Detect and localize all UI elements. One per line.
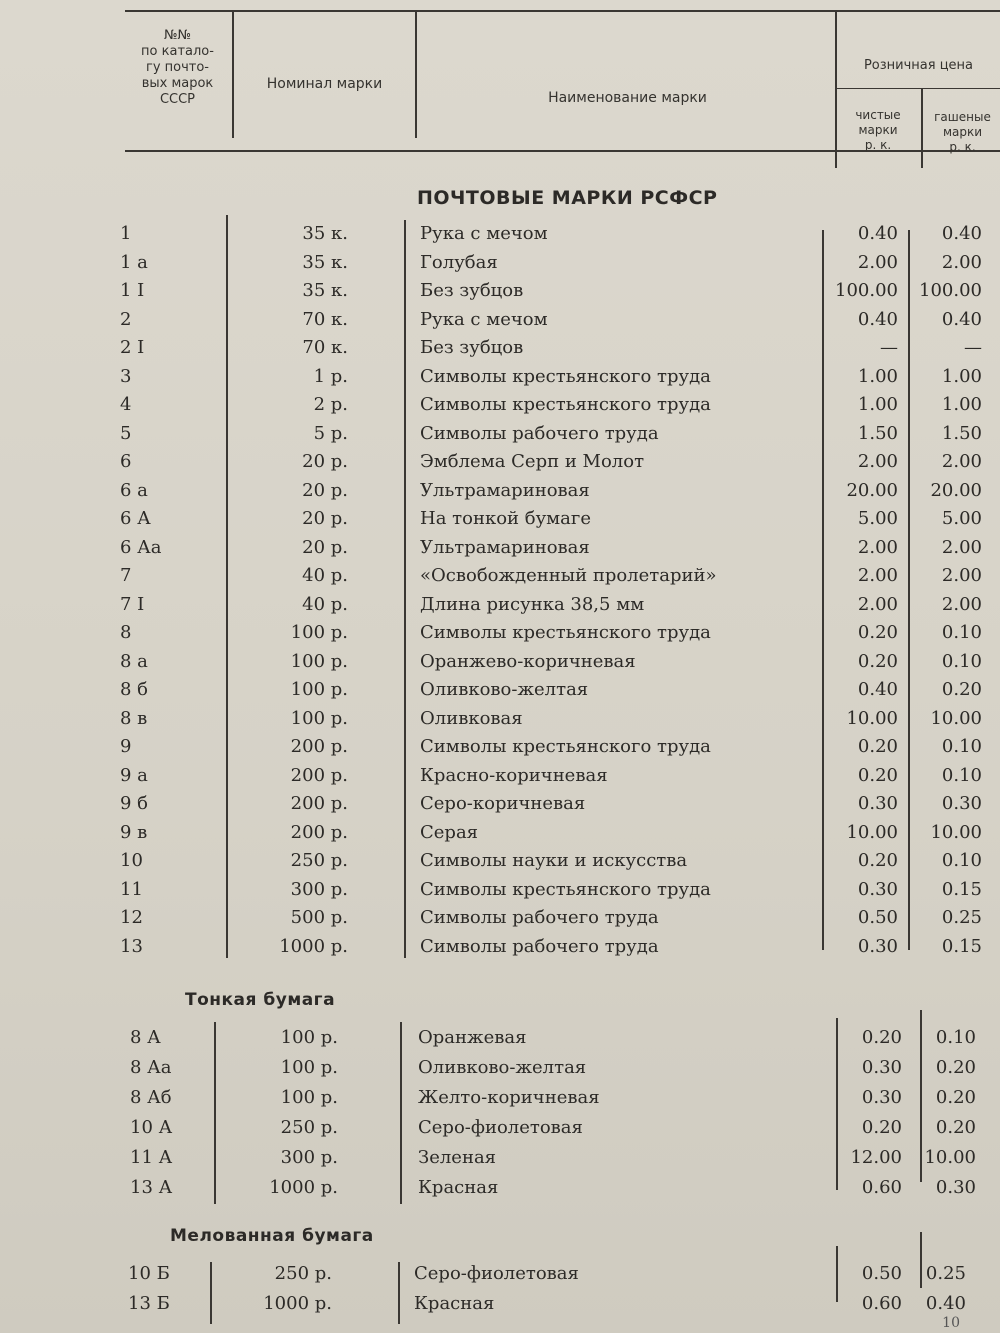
used-price-cell: 0.10 bbox=[941, 650, 982, 672]
table-row bbox=[0, 1024, 1000, 1052]
used-price-cell: 2.00 bbox=[941, 565, 982, 586]
used-price-cell: 10.00 bbox=[930, 707, 982, 729]
column-divider bbox=[836, 1246, 838, 1302]
clean-price-cell: 0.40 bbox=[857, 308, 898, 330]
nominal-cell: 70 к. bbox=[302, 308, 348, 330]
header-catalog-number: №№ по катало- гу почто- вых марок СССР bbox=[141, 28, 214, 107]
catalog-number-cell: 10 Б bbox=[128, 1263, 170, 1284]
nominal-cell: 1000 р. bbox=[263, 1293, 332, 1314]
stamp-name-cell: Серая bbox=[420, 821, 479, 843]
clean-price-cell: 20.00 bbox=[846, 479, 898, 501]
table-row bbox=[0, 733, 1000, 761]
column-divider bbox=[398, 1262, 400, 1324]
table-row bbox=[0, 477, 1000, 505]
catalog-number-cell: 12 bbox=[120, 907, 143, 928]
stamp-name-cell: Длина рисунка 38,5 мм bbox=[420, 593, 645, 615]
used-price-cell: — bbox=[964, 337, 982, 358]
clean-price-cell: 0.50 bbox=[861, 1263, 902, 1284]
stamp-name-cell: Оранжевая bbox=[418, 1027, 527, 1048]
used-price-cell: 0.10 bbox=[941, 622, 982, 643]
section-title: ПОЧТОВЫЕ МАРКИ РСФСР bbox=[417, 187, 718, 209]
used-price-cell: 0.15 bbox=[941, 878, 982, 900]
nominal-cell: 1000 р. bbox=[269, 1177, 338, 1198]
stamp-name-cell: Оранжево-коричневая bbox=[420, 650, 636, 672]
table-row bbox=[0, 591, 1000, 619]
header-used-stamps: гашеные марки р. к. bbox=[934, 110, 991, 154]
clean-price-cell: 2.00 bbox=[857, 593, 898, 615]
used-price-cell: 0.20 bbox=[935, 1057, 976, 1078]
nominal-cell: 200 р. bbox=[290, 821, 348, 843]
table-row bbox=[0, 1174, 1000, 1202]
nominal-cell: 70 к. bbox=[302, 337, 348, 358]
catalog-number-cell: 8 в bbox=[120, 707, 148, 729]
header-divider bbox=[921, 88, 923, 168]
used-price-cell: 0.20 bbox=[941, 679, 982, 700]
header-name: Наименование марки bbox=[548, 90, 707, 106]
nominal-cell: 100 р. bbox=[290, 622, 348, 643]
catalog-number-cell: 8 bbox=[120, 622, 132, 643]
used-price-cell: 1.00 bbox=[941, 365, 982, 387]
header-nominal: Номинал марки bbox=[266, 76, 383, 92]
nominal-cell: 300 р. bbox=[280, 1147, 338, 1168]
nominal-cell: 5 р. bbox=[313, 422, 348, 444]
catalog-number-cell: 1 bbox=[120, 223, 132, 244]
table-row bbox=[0, 904, 1000, 932]
catalog-number-cell: 5 bbox=[120, 422, 132, 444]
used-price-cell: 0.20 bbox=[935, 1117, 976, 1138]
table-row bbox=[0, 534, 1000, 562]
catalog-number-cell: 13 А bbox=[130, 1177, 173, 1198]
table-row bbox=[0, 790, 1000, 818]
column-divider bbox=[822, 230, 824, 950]
clean-price-cell: 2.00 bbox=[857, 536, 898, 558]
clean-price-cell: 2.00 bbox=[857, 451, 898, 472]
catalog-number-cell: 2 I bbox=[120, 337, 145, 358]
nominal-cell: 200 р. bbox=[290, 793, 348, 814]
nominal-cell: 100 р. bbox=[280, 1057, 338, 1078]
stamp-name-cell: Красная bbox=[418, 1177, 499, 1198]
catalog-number-cell: 6 bbox=[120, 451, 132, 472]
column-divider bbox=[920, 1232, 922, 1288]
nominal-cell: 1000 р. bbox=[279, 935, 348, 957]
nominal-cell: 35 к. bbox=[302, 251, 348, 273]
stamp-name-cell: Серо-фиолетовая bbox=[418, 1117, 583, 1138]
clean-price-cell: 10.00 bbox=[846, 707, 898, 729]
used-price-cell: 2.00 bbox=[941, 593, 982, 615]
table-row bbox=[0, 391, 1000, 419]
clean-price-cell: 0.40 bbox=[857, 223, 898, 244]
clean-price-cell: 0.20 bbox=[861, 1027, 902, 1048]
used-price-cell: 0.25 bbox=[941, 907, 982, 928]
clean-price-cell: 1.50 bbox=[857, 422, 898, 444]
stamp-name-cell: Серо-фиолетовая bbox=[414, 1263, 579, 1284]
column-divider bbox=[908, 230, 910, 950]
used-price-cell: 10.00 bbox=[930, 821, 982, 843]
table-row bbox=[0, 1290, 1000, 1318]
table-row bbox=[0, 1054, 1000, 1082]
stamp-name-cell: Без зубцов bbox=[420, 280, 524, 301]
stamp-name-cell: Символы рабочего труда bbox=[420, 422, 659, 444]
table-row bbox=[0, 1114, 1000, 1142]
stamp-name-cell: Символы крестьянского труда bbox=[420, 878, 711, 900]
stamp-name-cell: Желто-коричневая bbox=[418, 1087, 600, 1108]
used-price-cell: 0.15 bbox=[941, 935, 982, 957]
stamp-name-cell: Оливковая bbox=[420, 707, 523, 729]
nominal-cell: 200 р. bbox=[290, 764, 348, 786]
catalog-number-cell: 4 bbox=[120, 394, 132, 415]
clean-price-cell: 0.30 bbox=[857, 878, 898, 900]
used-price-cell: 0.10 bbox=[935, 1027, 976, 1048]
clean-price-cell: 0.20 bbox=[857, 850, 898, 871]
coated-paper-title: Мелованная бумага bbox=[170, 1226, 374, 1246]
nominal-cell: 100 р. bbox=[290, 707, 348, 729]
stamp-name-cell: Красная bbox=[414, 1293, 495, 1314]
stamp-name-cell: Символы крестьянского труда bbox=[420, 622, 711, 643]
stamp-name-cell: Голубая bbox=[420, 251, 498, 273]
table-row bbox=[0, 705, 1000, 733]
used-price-cell: 1.00 bbox=[941, 394, 982, 415]
table-row bbox=[0, 1084, 1000, 1112]
stamp-name-cell: Символы крестьянского труда bbox=[420, 365, 711, 387]
used-price-cell: 0.40 bbox=[925, 1293, 966, 1314]
table-row bbox=[0, 306, 1000, 334]
used-price-cell: 20.00 bbox=[930, 479, 982, 501]
catalog-number-cell: 6 а bbox=[120, 479, 148, 501]
table-row bbox=[0, 420, 1000, 448]
nominal-cell: 100 р. bbox=[280, 1027, 338, 1048]
stamp-name-cell: Символы крестьянского труда bbox=[420, 736, 711, 757]
catalog-number-cell: 1 I bbox=[120, 280, 145, 301]
stamp-name-cell: Зеленая bbox=[418, 1147, 497, 1168]
used-price-cell: 0.10 bbox=[941, 736, 982, 757]
clean-price-cell: 0.30 bbox=[861, 1057, 902, 1078]
table-row bbox=[0, 648, 1000, 676]
catalog-number-cell: 2 bbox=[120, 308, 132, 330]
clean-price-cell: 0.20 bbox=[857, 764, 898, 786]
clean-price-cell: 0.20 bbox=[861, 1117, 902, 1138]
header-divider bbox=[232, 10, 234, 138]
nominal-cell: 200 р. bbox=[290, 736, 348, 757]
stamp-name-cell: Символы рабочего труда bbox=[420, 935, 659, 957]
clean-price-cell: 100.00 bbox=[835, 280, 898, 301]
stamp-name-cell: «Освобожденный пролетарий» bbox=[420, 565, 717, 586]
used-price-cell: 0.10 bbox=[941, 764, 982, 786]
catalog-number-cell: 6 Аа bbox=[120, 536, 162, 558]
catalog-number-cell: 9 а bbox=[120, 764, 148, 786]
table-row bbox=[0, 676, 1000, 704]
column-divider bbox=[210, 1262, 212, 1324]
table-row bbox=[0, 277, 1000, 305]
catalog-number-cell: 1 а bbox=[120, 251, 148, 273]
used-price-cell: 2.00 bbox=[941, 251, 982, 273]
clean-price-cell: 0.30 bbox=[857, 935, 898, 957]
catalog-number-cell: 8 Аа bbox=[130, 1057, 172, 1078]
clean-price-cell: 0.40 bbox=[857, 679, 898, 700]
nominal-cell: 250 р. bbox=[280, 1117, 338, 1138]
stamp-name-cell: Эмблема Серп и Молот bbox=[420, 451, 645, 472]
clean-price-cell: 5.00 bbox=[857, 508, 898, 529]
table-row bbox=[0, 448, 1000, 476]
catalog-number-cell: 7 I bbox=[120, 593, 145, 615]
thin-paper-title: Тонкая бумага bbox=[185, 990, 336, 1010]
nominal-cell: 100 р. bbox=[290, 650, 348, 672]
nominal-cell: 20 р. bbox=[302, 536, 348, 558]
catalog-number-cell: 10 А bbox=[130, 1117, 173, 1138]
nominal-cell: 20 р. bbox=[302, 451, 348, 472]
used-price-cell: 2.00 bbox=[941, 536, 982, 558]
used-price-cell: 100.00 bbox=[919, 280, 982, 301]
table-row bbox=[0, 933, 1000, 961]
used-price-cell: 1.50 bbox=[941, 422, 982, 444]
catalog-number-cell: 13 bbox=[120, 935, 143, 957]
column-divider bbox=[226, 215, 228, 958]
nominal-cell: 250 р. bbox=[290, 850, 348, 871]
table-row bbox=[0, 1260, 1000, 1288]
stamp-name-cell: Символы рабочего труда bbox=[420, 907, 659, 928]
table-row bbox=[0, 334, 1000, 362]
nominal-cell: 35 к. bbox=[302, 223, 348, 244]
clean-price-cell: 0.60 bbox=[861, 1293, 902, 1314]
header-retail-price: Розничная цена bbox=[863, 58, 974, 73]
catalog-number-cell: 8 а bbox=[120, 650, 148, 672]
catalog-number-cell: 13 Б bbox=[128, 1293, 170, 1314]
catalog-number-cell: 8 А bbox=[130, 1027, 161, 1048]
clean-price-cell: 1.00 bbox=[857, 365, 898, 387]
used-price-cell: 0.20 bbox=[935, 1087, 976, 1108]
used-price-cell: 0.30 bbox=[941, 793, 982, 814]
clean-price-cell: 0.50 bbox=[857, 907, 898, 928]
stamp-name-cell: Оливково-желтая bbox=[418, 1057, 587, 1078]
used-price-cell: 5.00 bbox=[941, 508, 982, 529]
nominal-cell: 20 р. bbox=[302, 508, 348, 529]
table-row bbox=[0, 505, 1000, 533]
used-price-cell: 0.30 bbox=[935, 1177, 976, 1198]
catalog-number-cell: 3 bbox=[120, 365, 132, 387]
clean-price-cell: — bbox=[880, 337, 898, 358]
column-divider bbox=[920, 1010, 922, 1182]
column-divider bbox=[404, 220, 406, 958]
header-clean-stamps: чистые марки р. к. bbox=[855, 108, 901, 152]
stamp-name-cell: Символы крестьянского труда bbox=[420, 394, 711, 415]
clean-price-cell: 1.00 bbox=[857, 394, 898, 415]
clean-price-cell: 0.30 bbox=[857, 793, 898, 814]
clean-price-cell: 12.00 bbox=[850, 1147, 902, 1168]
used-price-cell: 0.25 bbox=[925, 1263, 966, 1284]
clean-price-cell: 0.20 bbox=[857, 622, 898, 643]
column-divider bbox=[400, 1022, 402, 1204]
catalog-number-cell: 11 bbox=[120, 878, 143, 900]
nominal-cell: 100 р. bbox=[280, 1087, 338, 1108]
catalog-number-cell: 8 б bbox=[120, 679, 149, 700]
table-row bbox=[0, 220, 1000, 248]
table-row bbox=[0, 1144, 1000, 1172]
clean-price-cell: 0.30 bbox=[861, 1087, 902, 1108]
table-row bbox=[0, 363, 1000, 391]
nominal-cell: 1 р. bbox=[313, 365, 348, 387]
header-divider bbox=[415, 10, 417, 138]
used-price-cell: 0.40 bbox=[941, 223, 982, 244]
catalog-number-cell: 6 А bbox=[120, 508, 151, 529]
stamp-name-cell: Ультрамариновая bbox=[420, 536, 590, 558]
used-price-cell: 10.00 bbox=[924, 1147, 976, 1168]
stamp-name-cell: На тонкой бумаге bbox=[420, 508, 591, 529]
nominal-cell: 40 р. bbox=[302, 565, 348, 586]
nominal-cell: 100 р. bbox=[290, 679, 348, 700]
used-price-cell: 0.40 bbox=[941, 308, 982, 330]
stamp-name-cell: Символы науки и искусства bbox=[420, 850, 688, 871]
table-row bbox=[0, 762, 1000, 790]
nominal-cell: 35 к. bbox=[302, 280, 348, 301]
header-price-rule bbox=[837, 88, 1000, 89]
catalog-number-cell: 7 bbox=[120, 565, 132, 586]
catalog-number-cell: 9 б bbox=[120, 793, 149, 814]
clean-price-cell: 0.20 bbox=[857, 650, 898, 672]
table-header bbox=[125, 0, 1000, 160]
clean-price-cell: 0.60 bbox=[861, 1177, 902, 1198]
catalog-number-cell: 8 Аб bbox=[130, 1087, 172, 1108]
table-row bbox=[0, 619, 1000, 647]
nominal-cell: 250 р. bbox=[274, 1263, 332, 1284]
stamp-name-cell: Оливково-желтая bbox=[420, 679, 589, 700]
catalog-number-cell: 9 в bbox=[120, 821, 148, 843]
used-price-cell: 0.10 bbox=[941, 850, 982, 871]
table-row bbox=[0, 249, 1000, 277]
stamp-name-cell: Ультрамариновая bbox=[420, 479, 590, 501]
nominal-cell: 40 р. bbox=[302, 593, 348, 615]
table-row bbox=[0, 562, 1000, 590]
nominal-cell: 300 р. bbox=[290, 878, 348, 900]
column-divider bbox=[214, 1022, 216, 1204]
table-row bbox=[0, 876, 1000, 904]
catalog-number-cell: 10 bbox=[120, 850, 143, 871]
catalog-number-cell: 9 bbox=[120, 736, 132, 757]
clean-price-cell: 10.00 bbox=[846, 821, 898, 843]
used-price-cell: 2.00 bbox=[941, 451, 982, 472]
nominal-cell: 500 р. bbox=[290, 907, 348, 928]
nominal-cell: 2 р. bbox=[313, 394, 348, 415]
column-divider bbox=[836, 1018, 838, 1190]
table-row bbox=[0, 847, 1000, 875]
clean-price-cell: 0.20 bbox=[857, 736, 898, 757]
stamp-name-cell: Рука с мечом bbox=[420, 308, 548, 330]
stamp-name-cell: Красно-коричневая bbox=[420, 764, 608, 786]
clean-price-cell: 2.00 bbox=[857, 251, 898, 273]
table-row bbox=[0, 819, 1000, 847]
stamp-name-cell: Рука с мечом bbox=[420, 223, 548, 244]
stamp-name-cell: Серо-коричневая bbox=[420, 793, 586, 814]
header-top-rule bbox=[125, 10, 1000, 12]
page-number: 10 bbox=[942, 1315, 960, 1331]
clean-price-cell: 2.00 bbox=[857, 565, 898, 586]
nominal-cell: 20 р. bbox=[302, 479, 348, 501]
catalog-number-cell: 11 А bbox=[130, 1147, 173, 1168]
stamp-name-cell: Без зубцов bbox=[420, 337, 524, 358]
